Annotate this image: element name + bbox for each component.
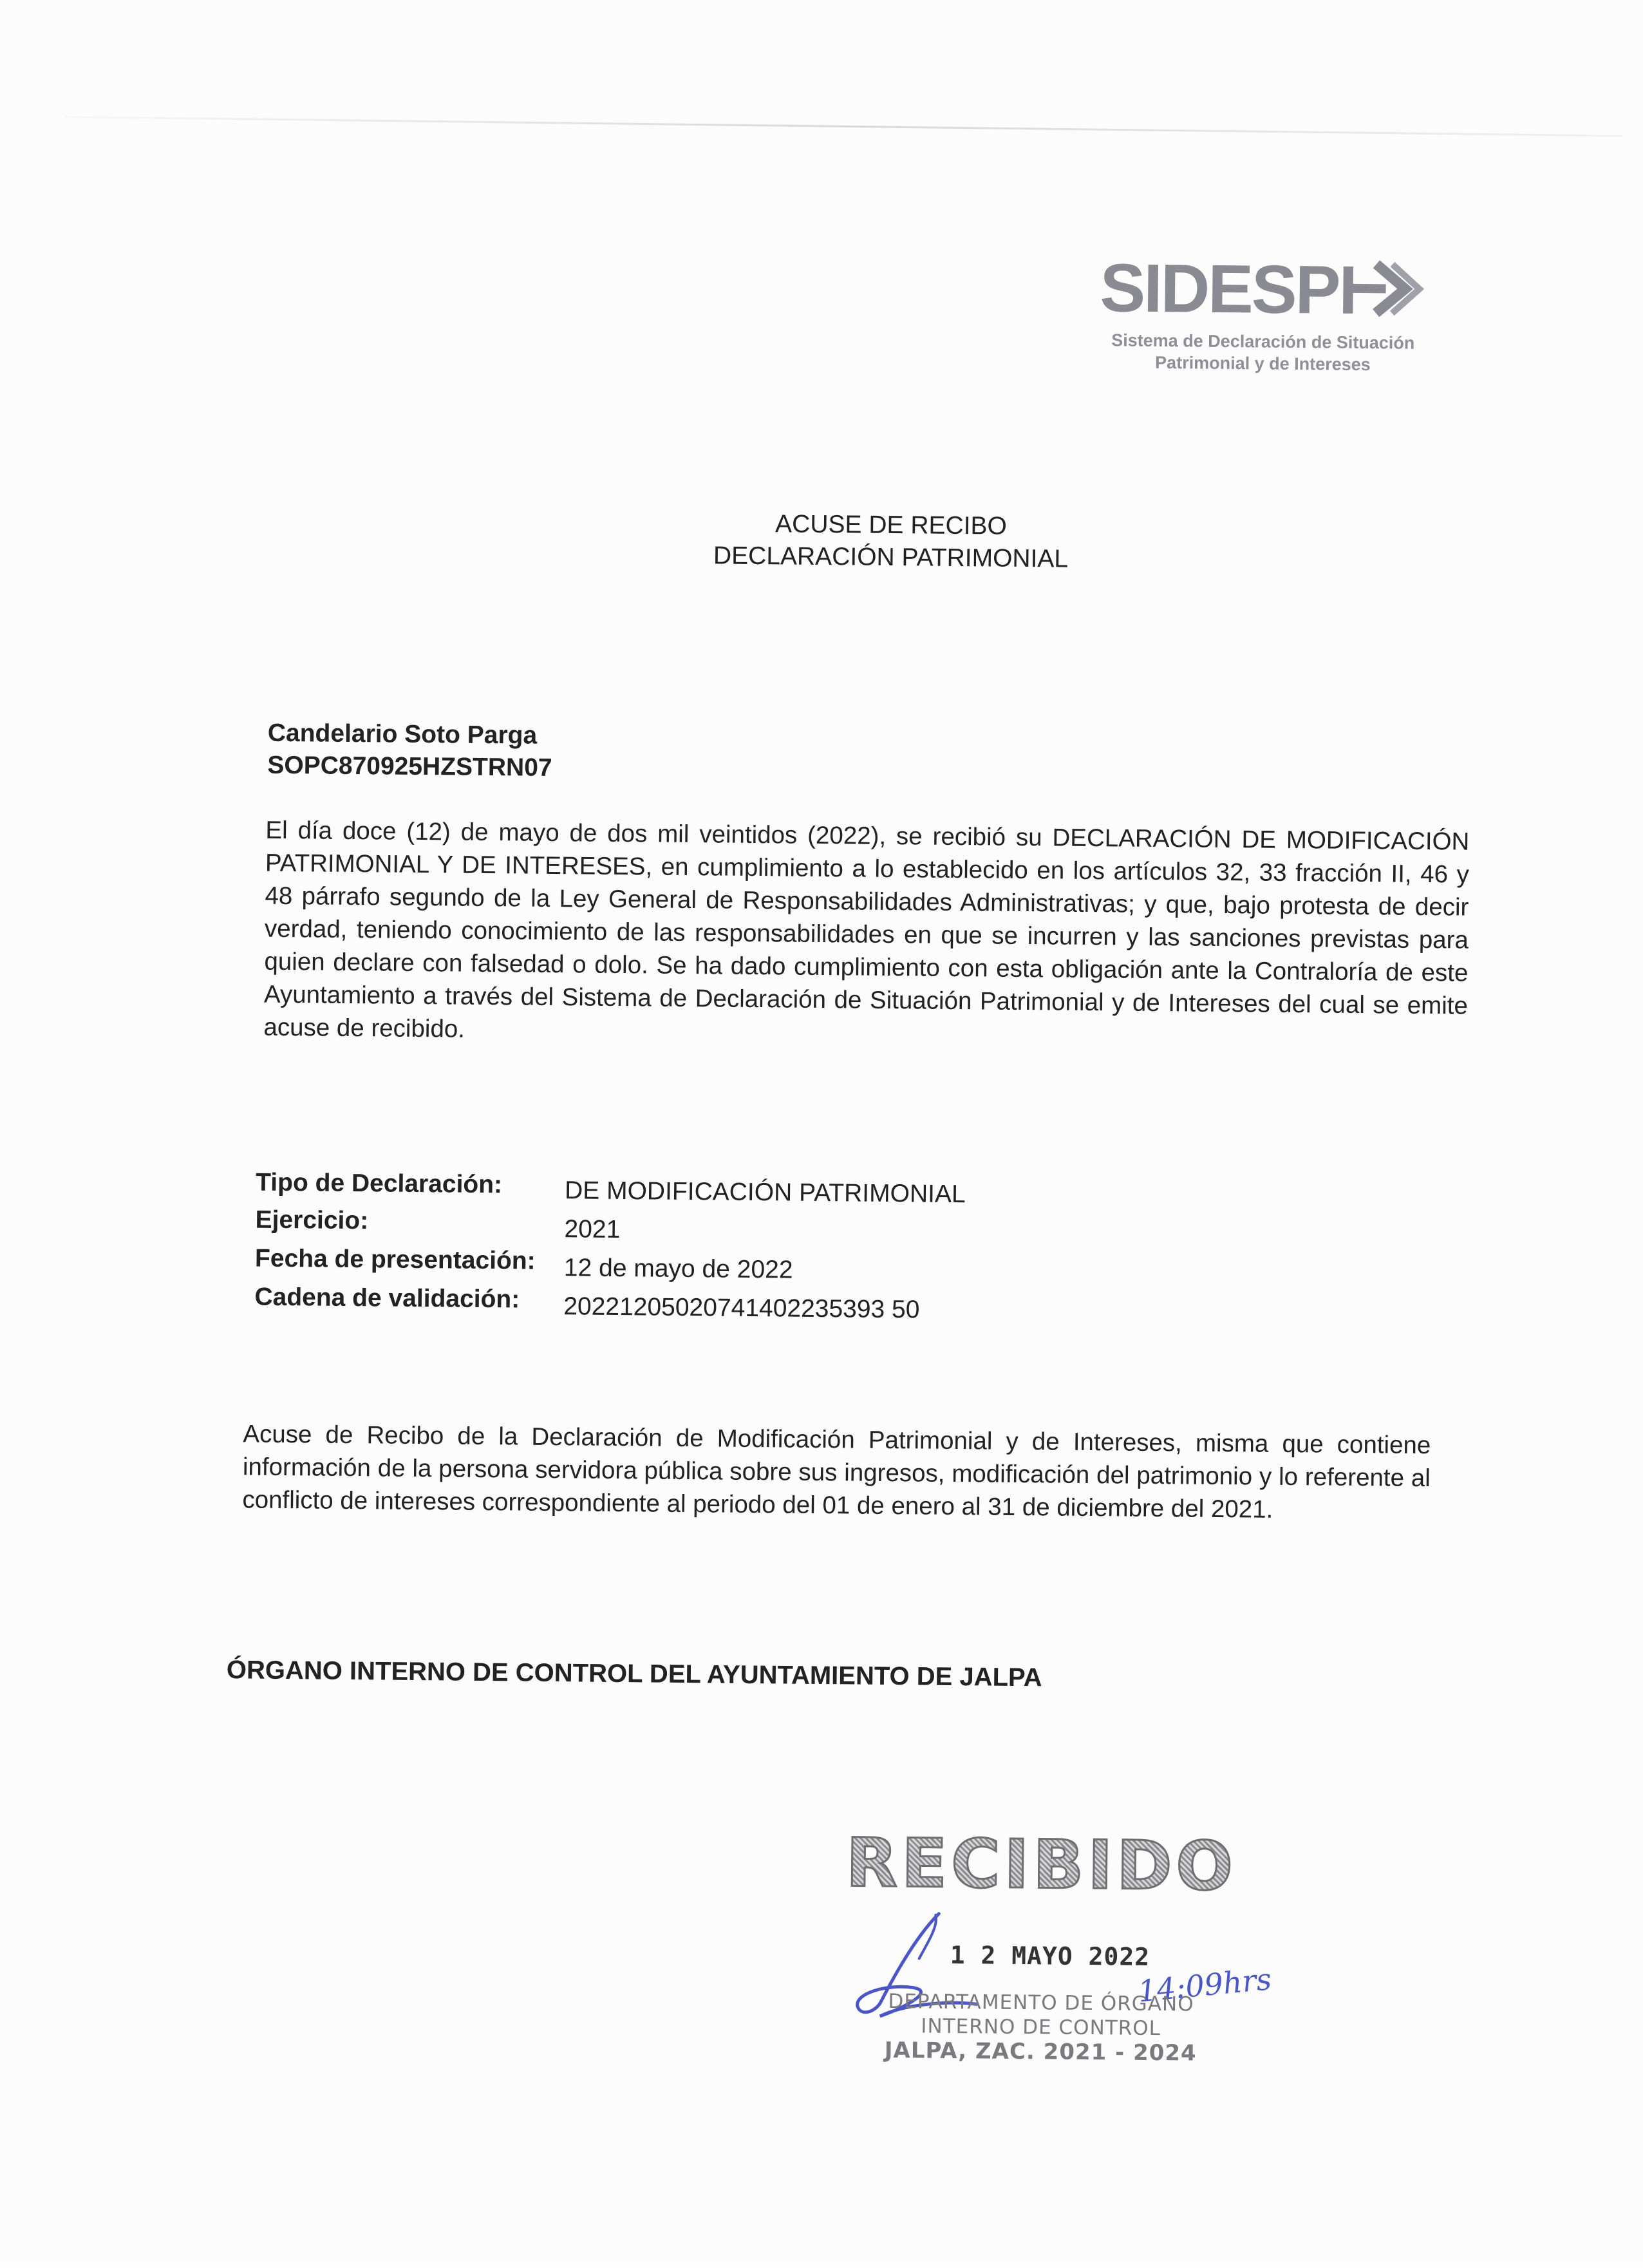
logo-wordmark: SIDESPI	[1100, 250, 1357, 328]
title-line1: ACUSE DE RECIBO	[775, 510, 1008, 540]
sidespi-logo	[1095, 250, 1431, 386]
stamp-handwritten-time: 14:09hrs	[1136, 1961, 1273, 2009]
logo-subtitle-line2: Patrimonial y de Intereses	[1154, 352, 1371, 374]
issuing-organ: ÓRGANO INTERNO DE CONTROL DEL AYUNTAMIENTO DE JALPA	[226, 1656, 1042, 1692]
detail-value: 20221205020741402235393 50	[563, 1292, 920, 1324]
declarant-block	[267, 717, 552, 784]
detail-label: Tipo de Declaración:	[255, 1168, 503, 1199]
detail-label: Ejercicio:	[255, 1205, 369, 1235]
stamp-date: 1 2 MAYO 2022	[950, 1940, 1150, 1971]
logo-arrow-icon	[1340, 256, 1425, 328]
document-title	[585, 506, 1197, 576]
detail-value: DE MODIFICACIÓN PATRIMONIAL	[564, 1177, 966, 1209]
declaration-details	[254, 1160, 1158, 1349]
logo-subtitle-line1: Sistema de Declaración de Situación	[1111, 330, 1415, 353]
detail-label: Fecha de presentación:	[254, 1244, 536, 1275]
detail-row-type	[256, 1160, 1158, 1214]
title-line2: DECLARACIÓN PATRIMONIAL	[713, 542, 1069, 573]
logo-subtitle	[1095, 330, 1431, 376]
body-paragraph: El día doce (12) de mayo de dos mil veintidos (2022), se recibió su DECLARACIÓN DE MODIFICACIÓN PATRIMONIAL Y DE INTERESES, en cumplimiento a lo establecido en los artículos 32, 33 fracción II, 46 y 48 párrafo segundo de la Ley General de Responsabilidades Administrativas; y que, bajo protesta de decir verdad, teniendo conocimiento de las responsabilidades en que se incurren y las sanciones previstas para quien declare con falsedad o dolo. Se ha dado cumplimiento con esta obligación ante la Contraloría de este Ayuntamiento a través del Sistema de Declaración de Situación Patrimonial y de Intereses del cual se emite acuse de recibido.	[263, 816, 1470, 1043]
detail-row-validation	[254, 1283, 1156, 1349]
stamp-line2: INTERNO DE CONTROL	[921, 2014, 1161, 2041]
detail-value: 12 de mayo de 2022	[563, 1254, 793, 1284]
closing-paragraph: Acuse de Recibo de la Declaración de Modificación Patrimonial y de Intereses, misma que contiene información de la persona servidora pública sobre sus ingresos, modificación del patrimonio y lo referente al conflicto de intereses correspondiente al periodo del 01 de enero al 31 de diciembre del 2021.	[242, 1420, 1431, 1524]
declarant-id-code: SOPC870925HZSTRN07	[267, 751, 552, 782]
detail-label: Cadena de validación:	[254, 1283, 520, 1314]
declarant-name: Candelario Soto Parga	[267, 719, 538, 750]
stamp-line1: DEPARTAMENTO DE ÓRGANO	[888, 1990, 1194, 2016]
detail-value: 2021	[564, 1215, 621, 1244]
stamp-heading: RECIBIDO	[845, 1823, 1237, 1906]
stamp-department	[841, 1989, 1241, 2066]
stamp-line3: JALPA, ZAC. 2021 - 2024	[884, 2037, 1197, 2066]
received-stamp	[834, 1823, 1288, 2078]
